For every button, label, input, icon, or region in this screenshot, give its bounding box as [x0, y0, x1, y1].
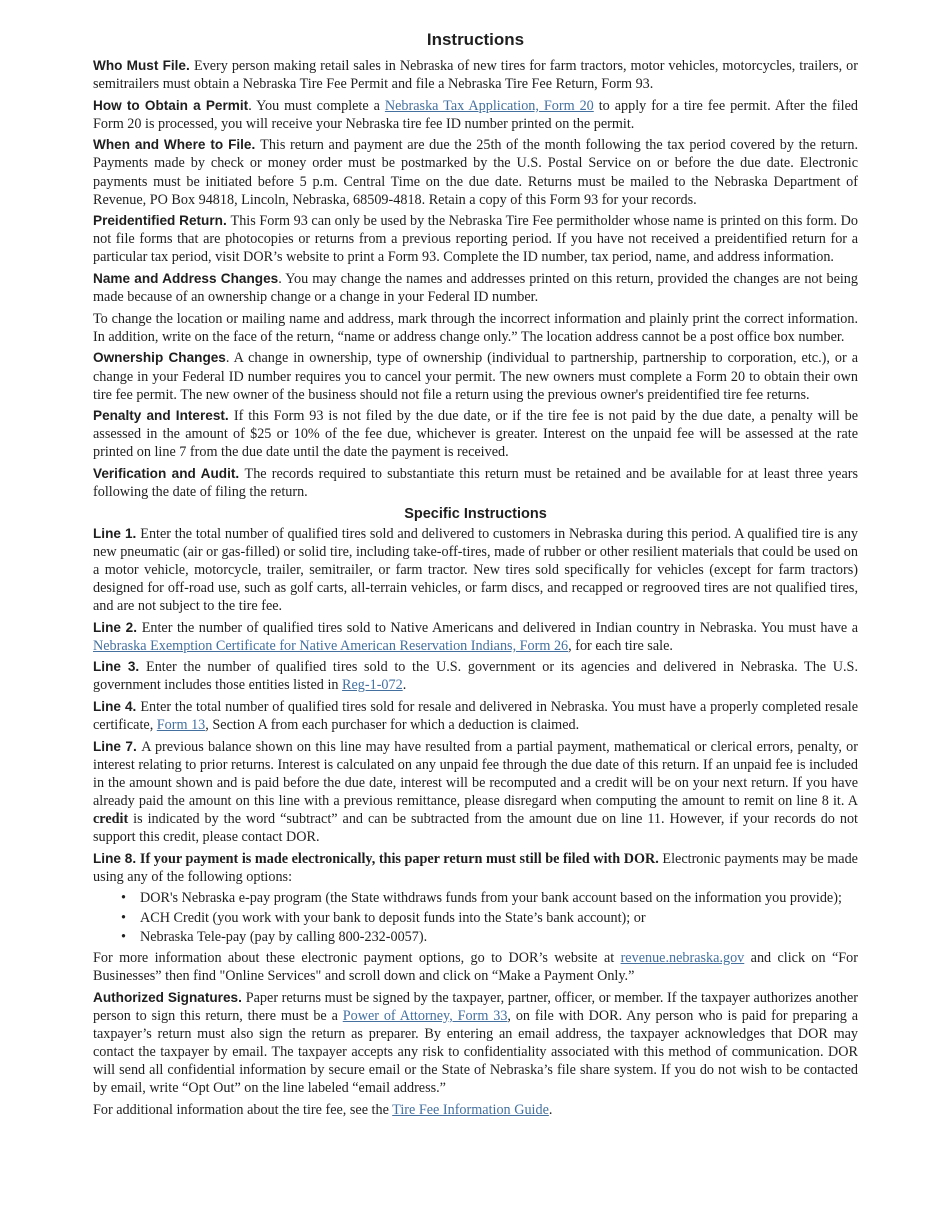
text-run: To change the location or mailing name and address, mark through the incorrect information and plainly print the correct information. In addition, write on the face of the return, “name or address change only.” The location address cannot be a post office box number. [93, 310, 858, 345]
link-revenue-nebraska-gov[interactable]: revenue.nebraska.gov [620, 950, 745, 967]
specific-instructions-heading: Specific Instructions [404, 505, 547, 522]
text-run: If your payment is made electronically, this paper return must still be filed with DOR. [139, 850, 663, 867]
text-run: is indicated by the word “subtract” and can be subtracted from the amount due on line 11. However, if your records do not support this credit, please contact DOR. [93, 811, 858, 846]
para-additional-information [93, 1101, 858, 1119]
para-who-must-file [93, 57, 858, 93]
text-run: Enter the number of qualified tires sold to Native Americans and delivered in Indian country in Nebraska. You must have a [141, 619, 858, 636]
text-run: Enter the number of qualified tires sold to the U.S. government or its agencies and delivered in Nebraska. The U.S. government includes those entities listed in [93, 659, 858, 694]
instructions-content [93, 57, 858, 1119]
para-line-2 [93, 619, 858, 655]
link-form-13[interactable]: Form 13 [156, 717, 206, 734]
paragraph-lead: Preidentified Return. [93, 213, 231, 229]
para-change-location-instructions [93, 310, 858, 346]
text-run: Electronic payments may be made using any of the following options: [93, 850, 858, 885]
page-title: Instructions [426, 30, 525, 49]
link-reg-1-072[interactable]: Reg-1-072 [342, 677, 403, 694]
para-line-7 [93, 738, 858, 847]
text-run: Every person making retail sales in Nebraska of new tires for farm tractors, motor vehicles, motorcycles, trailers, or semitrailers must obtain a Nebraska Tire Fee Permit and file a Nebraska Tire Fee Return, Form 93. [93, 58, 858, 93]
text-run: , Section A from each purchaser for which a deduction is claimed. [205, 717, 580, 734]
link-tire-fee-information-guide[interactable]: Tire Fee Information Guide [392, 1101, 549, 1118]
text-run: and click on “For Businesses” then find "Online Services" and scroll down and click on “Make a Payment Only.” [93, 950, 858, 985]
paragraph-lead: Penalty and Interest. [93, 408, 234, 424]
paragraph-lead: When and Where to File. [93, 137, 261, 153]
text-run: , for each tire sale. [568, 637, 673, 654]
list-item-text: ACH Credit (you work with your bank to deposit funds into the State’s bank account); or [140, 909, 646, 926]
paragraph-lead: Line 2. [93, 619, 142, 635]
text-run: , on file with DOR. Any person who is paid for preparing a taxpayer’s return must also sign the return as preparer. By entering an email address, the taxpayer acknowledges that DOR may contact the taxpayer by email. The taxpayer accepts any risk to confidentiality associated with this method of communication. DOR will send all confidential information by secure email or the State of Nebraska’s file share system. If you do not wish to be contacted by email, write “Opt Out” on the line labeled “email address.” [93, 1008, 858, 1097]
para-how-to-obtain-a-permit [93, 97, 858, 133]
text-run: This Form 93 can only be used by the Nebraska Tire Fee permitholder whose name is printed on this form. Do not file forms that are photocopies or returns from a previous reporting period. If you have not received a preidentified return for a particular tax period, visit DOR’s website to print a Form 93. Complete the ID number, tax period, name, and address information. [93, 213, 859, 266]
paragraph-lead: Line 3. [93, 659, 147, 675]
paragraph-lead: Ownership Changes [93, 350, 226, 366]
paragraph-lead: Authorized Signatures. [93, 989, 246, 1005]
electronic-payment-options-list [93, 889, 858, 945]
text-run: to apply for a tire fee permit. After the filed Form 20 is processed, you will receive your Nebraska tire fee ID number printed on the permit. [93, 97, 859, 132]
para-verification-and-audit [93, 465, 858, 501]
text-run: If this Form 93 is not filed by the due date, or if the tire fee is not paid by the due date, a penalty will be assessed in the amount of $25 or 10% of the fee due, whichever is greater. Interest on the unpaid fee will be assessed at the rate printed on line 7 from the due date until the date the payment is received. [93, 408, 858, 461]
text-run: . You may change the names and addresses printed on this return, provided the changes are not being made because of an ownership change or a change in your Federal ID number. [93, 271, 858, 306]
text-run: credit [93, 811, 129, 828]
paragraph-lead: Line 1. [93, 525, 141, 541]
paragraph-lead: Who Must File. [93, 58, 194, 73]
text-run: . You must complete a [248, 97, 385, 114]
paragraph-lead: Name and Address Changes [93, 271, 279, 287]
text-run: For more information about these electronic payment options, go to DOR’s website at [93, 950, 621, 967]
para-line-1 [93, 525, 858, 615]
link-form-26[interactable]: Nebraska Exemption Certificate for Native American Reservation Indians, Form 26 [93, 637, 569, 654]
para-preidentified-return [93, 212, 858, 266]
text-run: . [548, 1101, 553, 1118]
text-run: The records required to substantiate this return must be retained and be available for at least three years following the date of filing the return. [93, 465, 858, 501]
text-run: Enter the total number of qualified tires sold and delivered to customers in Nebraska during this period. A qualified tire is any new pneumatic (air or gas-filled) or solid tire, including take-off-tires, made of rubber or other resilient materials that could be used on a motor vehicle, motorcycle, trailer, semitrailer, or farm tractor. New tires sold specifically for vehicles (except for farm tractors) designed for off-road use, such as golf carts, all-terrain vehicles, or farm discs, and recapped or regrooved tires are not qualified tires, and are not subject to the tire fee. [93, 525, 858, 615]
para-line-3 [93, 658, 858, 694]
text-run: Paper returns must be signed by the taxpayer, partner, officer, or member. If the taxpayer authorizes another person to sign this return, there must be a [93, 989, 858, 1024]
text-run: A previous balance shown on this line may have resulted from a partial payment, mathematical or clerical errors, penalty, or interest relating to prior returns. Interest is calculated on any unpaid fee through the due date of this return. If an unpaid fee is included in the amount shown and is paid before the due date, interest will be recomputed and a credit will be on your next return. If you have already paid the amount on this line with a previous remittance, please disregard when computing the amount to remit on line 8 it. A [93, 738, 858, 809]
paragraph-lead: Verification and Audit. [93, 465, 245, 481]
list-item-text: Nebraska Tele-pay (pay by calling 800-232-0057). [140, 928, 428, 945]
para-ownership-changes [93, 349, 858, 403]
para-name-and-address-changes [93, 270, 858, 306]
link-form-33[interactable]: Power of Attorney, Form 33 [342, 1008, 508, 1024]
para-penalty-and-interest [93, 407, 858, 461]
link-form-20[interactable]: Nebraska Tax Application, Form 20 [384, 97, 594, 114]
paragraph-lead: Line 7. [93, 738, 142, 754]
para-line-8 [93, 850, 858, 886]
paragraph-lead: Line 8. [93, 850, 140, 866]
text-run: . [402, 677, 407, 694]
para-electronic-payment-info [93, 949, 858, 985]
list-item-text: DOR's Nebraska e-pay program (the State withdraws funds from your bank account based on the information you provide); [140, 890, 842, 907]
paragraph-lead: How to Obtain a Permit [93, 97, 249, 113]
text-run: Enter the total number of qualified tires sold for resale and delivered in Nebraska. You must have a properly completed resale certificate, [93, 699, 858, 734]
para-authorized-signatures [93, 989, 858, 1098]
text-run: For additional information about the tire fee, see the [93, 1101, 393, 1118]
list-item [93, 889, 858, 907]
para-when-and-where-to-file [93, 136, 858, 208]
list-item [93, 909, 858, 927]
text-run: This return and payment are due the 25th of the month following the tax period covered by the return. Payments made by check or money order must be postmarked by the U.S. Postal Service on or before the due date. Electronic payments must be initiated before 5 p.m. Central Time on the due date. Returns must be mailed to the Nebraska Department of Revenue, PO Box 94818, Lincoln, Nebraska, 68509-4818. Retain a copy of this Form 93 for your records. [93, 137, 859, 208]
paragraph-lead: Line 4. [93, 699, 141, 714]
list-item [93, 928, 858, 946]
para-line-4 [93, 698, 858, 734]
text-run: . A change in ownership, type of ownership (individual to partnership, partnership to corporation, etc.), or a change in your Federal ID number requires you to cancel your permit. The new owners must complete a Form 20 to obtain their own tire fee permit. The new owner of the business should not file a return using the previous owner's preidentified tire fee returns. [93, 350, 858, 403]
